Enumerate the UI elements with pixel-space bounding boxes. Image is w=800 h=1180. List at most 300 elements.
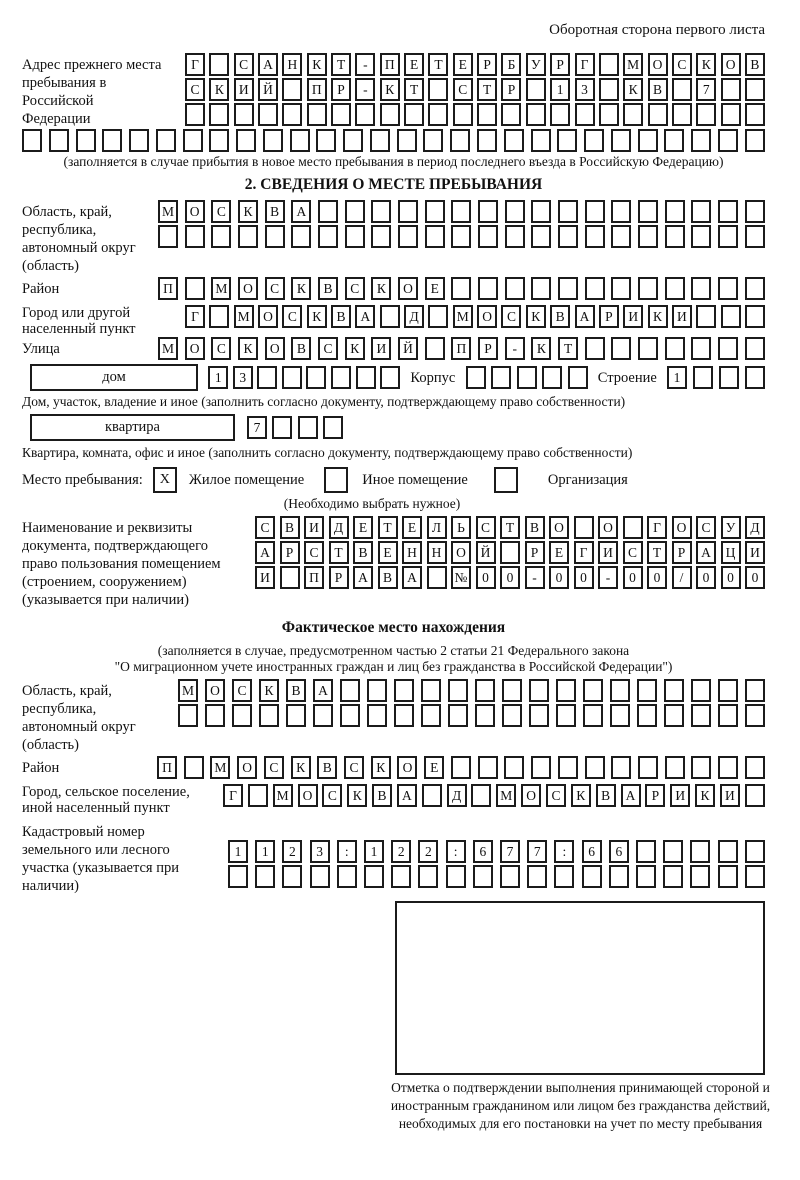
char-cell: Ь bbox=[451, 516, 471, 539]
char-grid-row bbox=[158, 337, 765, 360]
char-cell bbox=[340, 679, 360, 702]
char-cell bbox=[611, 129, 631, 152]
char-cell: В bbox=[286, 679, 306, 702]
char-cell bbox=[504, 756, 524, 779]
char-cell bbox=[718, 704, 738, 727]
actual-district-label: Район bbox=[22, 760, 60, 776]
char-cell bbox=[610, 679, 630, 702]
cadastral-label: Кадастровый номер земельного или лесного участка (указывается при наличии) bbox=[22, 824, 179, 894]
char-cell bbox=[491, 366, 511, 389]
char-cell bbox=[672, 103, 692, 126]
actual-region-grids bbox=[178, 679, 765, 729]
char-cell bbox=[478, 200, 498, 223]
char-cell bbox=[718, 129, 738, 152]
char-cell: Е bbox=[402, 516, 422, 539]
char-cell bbox=[719, 366, 739, 389]
char-cell bbox=[502, 679, 522, 702]
char-cell: И bbox=[304, 516, 324, 539]
char-cell bbox=[558, 277, 578, 300]
char-cell bbox=[721, 103, 741, 126]
char-cell bbox=[582, 865, 602, 888]
char-cell bbox=[505, 200, 525, 223]
char-cell: 2 bbox=[282, 840, 302, 863]
char-grid-row bbox=[247, 416, 343, 439]
char-cell bbox=[129, 129, 149, 152]
char-cell bbox=[448, 704, 468, 727]
char-cell bbox=[718, 679, 738, 702]
char-cell: Е bbox=[549, 541, 569, 564]
char-cell bbox=[718, 840, 738, 863]
char-cell bbox=[331, 366, 351, 389]
char-cell: - bbox=[355, 53, 375, 76]
char-cell bbox=[691, 225, 711, 248]
char-cell: У bbox=[526, 53, 546, 76]
char-cell: К bbox=[371, 756, 391, 779]
char-cell bbox=[446, 865, 466, 888]
char-cell bbox=[500, 541, 520, 564]
char-cell bbox=[425, 337, 445, 360]
char-cell bbox=[526, 78, 546, 101]
char-cell bbox=[394, 704, 414, 727]
char-grid-row bbox=[158, 277, 765, 300]
char-cell bbox=[583, 704, 603, 727]
char-cell: Г bbox=[223, 784, 243, 807]
char-cell: 6 bbox=[473, 840, 493, 863]
stay-option-checkbox-org bbox=[494, 467, 518, 493]
cadastral-block bbox=[22, 820, 765, 895]
char-cell: А bbox=[355, 305, 375, 328]
char-cell bbox=[638, 225, 658, 248]
char-cell bbox=[422, 784, 442, 807]
char-cell: В bbox=[596, 784, 616, 807]
char-cell: С bbox=[255, 516, 275, 539]
char-cell bbox=[664, 129, 684, 152]
char-cell: Н bbox=[402, 541, 422, 564]
char-cell bbox=[318, 200, 338, 223]
char-cell: С bbox=[501, 305, 521, 328]
char-cell bbox=[76, 129, 96, 152]
char-cell: Р bbox=[331, 78, 351, 101]
char-cell: О bbox=[185, 200, 205, 223]
char-cell bbox=[364, 865, 384, 888]
char-cell: О bbox=[648, 53, 668, 76]
char-cell: М bbox=[158, 337, 178, 360]
actual-location-note1: (заполняется в случае, предусмотренном частью 2 статьи 21 Федерального закона bbox=[157, 643, 630, 658]
char-cell: Р bbox=[550, 53, 570, 76]
char-cell bbox=[234, 103, 254, 126]
char-cell bbox=[313, 704, 333, 727]
char-cell: Р bbox=[501, 78, 521, 101]
stroenie-label: Строение bbox=[597, 369, 657, 386]
actual-city-label: Город, сельское поселение, иной населенный пункт bbox=[22, 784, 190, 816]
char-cell: С bbox=[264, 756, 284, 779]
char-grid-row bbox=[178, 679, 765, 702]
char-cell bbox=[427, 566, 447, 589]
char-cell bbox=[556, 679, 576, 702]
char-cell bbox=[718, 225, 738, 248]
char-cell: К bbox=[238, 200, 258, 223]
char-cell: В bbox=[550, 305, 570, 328]
char-cell bbox=[721, 305, 741, 328]
char-cell: П bbox=[157, 756, 177, 779]
char-grid-row bbox=[228, 840, 765, 863]
char-cell bbox=[529, 704, 549, 727]
char-cell bbox=[478, 756, 498, 779]
char-cell bbox=[248, 784, 268, 807]
char-cell: О bbox=[598, 516, 618, 539]
char-cell bbox=[282, 366, 302, 389]
char-cell: Ц bbox=[721, 541, 741, 564]
char-cell bbox=[721, 78, 741, 101]
stay-option-label-inoe: Иное помещение bbox=[362, 472, 468, 488]
char-cell bbox=[691, 129, 711, 152]
char-cell bbox=[610, 704, 630, 727]
char-cell: К bbox=[347, 784, 367, 807]
char-cell bbox=[665, 756, 685, 779]
char-cell bbox=[558, 225, 578, 248]
char-cell: М bbox=[496, 784, 516, 807]
char-cell bbox=[611, 337, 631, 360]
apartment-row bbox=[22, 414, 765, 441]
char-cell bbox=[745, 704, 765, 727]
char-cell bbox=[451, 756, 471, 779]
char-cell bbox=[505, 277, 525, 300]
char-cell: И bbox=[371, 337, 391, 360]
char-cell bbox=[425, 225, 445, 248]
char-cell: М bbox=[211, 277, 231, 300]
char-cell: Р bbox=[478, 337, 498, 360]
char-cell bbox=[504, 129, 524, 152]
char-cell: Е bbox=[404, 53, 424, 76]
char-cell: В bbox=[317, 756, 337, 779]
char-cell: : bbox=[554, 840, 574, 863]
char-cell bbox=[585, 337, 605, 360]
char-cell bbox=[557, 129, 577, 152]
char-cell: 1 bbox=[255, 840, 275, 863]
char-cell: С bbox=[453, 78, 473, 101]
char-cell: 1 bbox=[550, 78, 570, 101]
char-cell bbox=[693, 366, 713, 389]
char-cell bbox=[380, 366, 400, 389]
char-cell: О bbox=[672, 516, 692, 539]
char-cell bbox=[745, 784, 765, 807]
char-cell bbox=[337, 865, 357, 888]
char-cell bbox=[466, 366, 486, 389]
char-cell: Б bbox=[501, 53, 521, 76]
char-cell: К bbox=[209, 78, 229, 101]
char-cell bbox=[531, 756, 551, 779]
char-cell: Е bbox=[425, 277, 445, 300]
char-cell bbox=[558, 200, 578, 223]
char-cell: С bbox=[304, 541, 324, 564]
region-label: Область, край, республика, автономный округ (область) bbox=[22, 204, 136, 274]
char-cell bbox=[517, 366, 537, 389]
char-cell bbox=[183, 129, 203, 152]
char-cell bbox=[637, 704, 657, 727]
char-cell bbox=[475, 704, 495, 727]
char-cell: А bbox=[402, 566, 422, 589]
char-cell bbox=[451, 200, 471, 223]
char-cell: 2 bbox=[418, 840, 438, 863]
char-cell bbox=[526, 103, 546, 126]
char-cell bbox=[745, 78, 765, 101]
char-cell: К bbox=[531, 337, 551, 360]
char-cell: И bbox=[623, 305, 643, 328]
char-cell bbox=[623, 103, 643, 126]
actual-region-label: Область, край, республика, автономный округ (область) bbox=[22, 683, 136, 753]
char-cell bbox=[663, 865, 683, 888]
char-cell: Г bbox=[185, 53, 205, 76]
char-cell bbox=[425, 200, 445, 223]
char-cell: Д bbox=[404, 305, 424, 328]
char-cell: Д bbox=[329, 516, 349, 539]
doc-block bbox=[22, 516, 765, 609]
char-cell: Р bbox=[477, 53, 497, 76]
char-cell bbox=[745, 865, 765, 888]
char-cell: Р bbox=[645, 784, 665, 807]
char-cell bbox=[718, 756, 738, 779]
char-cell: - bbox=[525, 566, 545, 589]
char-cell: 1 bbox=[667, 366, 687, 389]
char-cell bbox=[209, 129, 229, 152]
char-cell: № bbox=[451, 566, 471, 589]
char-cell: М bbox=[234, 305, 254, 328]
char-cell: К bbox=[307, 305, 327, 328]
char-cell bbox=[745, 337, 765, 360]
char-cell bbox=[259, 704, 279, 727]
char-cell: В bbox=[331, 305, 351, 328]
char-cell bbox=[367, 704, 387, 727]
char-grid-row bbox=[158, 225, 765, 248]
char-cell bbox=[286, 704, 306, 727]
char-cell: И bbox=[234, 78, 254, 101]
char-cell: С bbox=[185, 78, 205, 101]
stay-type-note: (Необходимо выбрать нужное) bbox=[283, 496, 461, 511]
char-cell bbox=[367, 679, 387, 702]
char-cell: А bbox=[313, 679, 333, 702]
street-label: Улица bbox=[22, 341, 60, 357]
char-cell bbox=[318, 225, 338, 248]
char-cell bbox=[585, 756, 605, 779]
char-cell: Л bbox=[427, 516, 447, 539]
actual-city-block bbox=[22, 781, 765, 816]
char-cell: Д bbox=[745, 516, 765, 539]
char-cell bbox=[428, 78, 448, 101]
char-cell: О bbox=[238, 277, 258, 300]
char-cell: 0 bbox=[623, 566, 643, 589]
char-grid-row bbox=[185, 103, 765, 126]
char-cell: А bbox=[397, 784, 417, 807]
char-cell bbox=[648, 103, 668, 126]
char-cell bbox=[505, 225, 525, 248]
char-cell bbox=[421, 704, 441, 727]
apartment-note: Квартира, комната, офис и иное (заполнить согласно документу, подтверждающему право собственности) bbox=[22, 445, 633, 460]
char-cell bbox=[49, 129, 69, 152]
char-cell bbox=[306, 366, 326, 389]
char-cell: Е bbox=[378, 541, 398, 564]
char-cell: - bbox=[355, 78, 375, 101]
char-cell bbox=[745, 277, 765, 300]
char-cell: В bbox=[353, 541, 373, 564]
char-cell: С bbox=[211, 337, 231, 360]
char-cell bbox=[638, 277, 658, 300]
char-cell: О bbox=[397, 756, 417, 779]
char-cell bbox=[637, 679, 657, 702]
char-cell bbox=[583, 679, 603, 702]
char-cell bbox=[599, 53, 619, 76]
char-grid-row bbox=[228, 865, 765, 888]
char-cell bbox=[584, 129, 604, 152]
char-cell bbox=[398, 225, 418, 248]
char-cell bbox=[664, 704, 684, 727]
char-cell bbox=[745, 225, 765, 248]
char-cell bbox=[531, 225, 551, 248]
char-grid-row bbox=[185, 305, 765, 328]
char-cell: - bbox=[598, 566, 618, 589]
char-cell bbox=[356, 366, 376, 389]
char-cell bbox=[282, 78, 302, 101]
char-cell: Е bbox=[353, 516, 373, 539]
char-cell bbox=[672, 78, 692, 101]
char-cell bbox=[185, 225, 205, 248]
char-cell: 6 bbox=[609, 840, 629, 863]
char-cell bbox=[745, 679, 765, 702]
char-cell bbox=[428, 305, 448, 328]
char-cell: 0 bbox=[476, 566, 496, 589]
char-cell bbox=[599, 103, 619, 126]
char-cell bbox=[421, 679, 441, 702]
char-cell: А bbox=[575, 305, 595, 328]
prev-address-label: Адрес прежнего места пребывания в Российской Федерации bbox=[22, 57, 162, 127]
char-cell: У bbox=[721, 516, 741, 539]
char-cell bbox=[531, 129, 551, 152]
char-cell bbox=[257, 366, 277, 389]
char-cell: К bbox=[238, 337, 258, 360]
stay-option-label-org: Организация bbox=[547, 472, 628, 488]
char-cell: Й bbox=[476, 541, 496, 564]
prev-address-grids bbox=[185, 53, 765, 128]
char-cell: С bbox=[322, 784, 342, 807]
doc-label: Наименование и реквизиты документа, подтверждающего право пользования помещением (строением, сооружением) (указывается при наличии) bbox=[22, 520, 221, 608]
char-cell: В bbox=[745, 53, 765, 76]
char-cell: И bbox=[672, 305, 692, 328]
char-cell: С bbox=[345, 277, 365, 300]
char-cell bbox=[568, 366, 588, 389]
char-cell bbox=[585, 277, 605, 300]
city-label: Город или другой населенный пункт bbox=[22, 305, 136, 337]
char-cell bbox=[184, 756, 204, 779]
char-cell: / bbox=[672, 566, 692, 589]
char-cell bbox=[255, 865, 275, 888]
char-cell: Е bbox=[424, 756, 444, 779]
char-cell: Й bbox=[398, 337, 418, 360]
district-block bbox=[22, 277, 765, 302]
char-cell: И bbox=[255, 566, 275, 589]
char-grid-row bbox=[22, 129, 765, 152]
char-cell bbox=[611, 200, 631, 223]
prev-address-block bbox=[22, 53, 765, 128]
char-cell bbox=[453, 103, 473, 126]
char-cell: О bbox=[398, 277, 418, 300]
char-cell: К bbox=[345, 337, 365, 360]
char-cell: О bbox=[205, 679, 225, 702]
char-cell: В bbox=[318, 277, 338, 300]
char-cell: В bbox=[372, 784, 392, 807]
char-cell: С bbox=[282, 305, 302, 328]
char-cell: К bbox=[307, 53, 327, 76]
char-grid-row bbox=[255, 516, 765, 539]
char-cell bbox=[156, 129, 176, 152]
char-cell: Н bbox=[427, 541, 447, 564]
char-cell: С bbox=[265, 277, 285, 300]
char-cell: В bbox=[280, 516, 300, 539]
char-cell bbox=[531, 200, 551, 223]
char-cell: И bbox=[670, 784, 690, 807]
stay-option-label-zhiloe: Жилое помещение bbox=[188, 472, 305, 488]
char-cell: Т bbox=[477, 78, 497, 101]
region-grids bbox=[158, 200, 765, 250]
char-cell bbox=[611, 277, 631, 300]
char-cell: О bbox=[477, 305, 497, 328]
char-cell: П bbox=[304, 566, 324, 589]
char-cell bbox=[477, 129, 497, 152]
char-cell: 7 bbox=[527, 840, 547, 863]
char-cell: К bbox=[526, 305, 546, 328]
char-cell bbox=[404, 103, 424, 126]
char-cell: Т bbox=[378, 516, 398, 539]
region-block bbox=[22, 200, 765, 275]
char-cell: 0 bbox=[696, 566, 716, 589]
char-cell bbox=[316, 129, 336, 152]
char-cell: П bbox=[451, 337, 471, 360]
char-grid-row bbox=[158, 200, 765, 223]
char-grid-row bbox=[157, 756, 765, 779]
char-cell: О bbox=[521, 784, 541, 807]
char-cell: М bbox=[210, 756, 230, 779]
char-cell: К bbox=[291, 277, 311, 300]
char-cell bbox=[745, 129, 765, 152]
char-cell bbox=[691, 756, 711, 779]
char-cell bbox=[745, 840, 765, 863]
char-cell bbox=[185, 103, 205, 126]
char-cell bbox=[663, 840, 683, 863]
char-cell: О bbox=[185, 337, 205, 360]
char-cell bbox=[380, 103, 400, 126]
char-cell: 0 bbox=[500, 566, 520, 589]
char-cell bbox=[450, 129, 470, 152]
char-cell bbox=[718, 865, 738, 888]
char-cell: А bbox=[291, 200, 311, 223]
char-grid-row bbox=[223, 784, 765, 807]
char-cell bbox=[478, 225, 498, 248]
char-cell bbox=[232, 704, 252, 727]
house-row bbox=[22, 364, 765, 391]
char-cell: С bbox=[234, 53, 254, 76]
char-cell bbox=[477, 103, 497, 126]
char-cell: Р bbox=[525, 541, 545, 564]
header-note: Оборотная сторона первого листа bbox=[549, 22, 765, 38]
char-cell bbox=[22, 129, 42, 152]
char-cell: С bbox=[546, 784, 566, 807]
char-cell bbox=[370, 129, 390, 152]
stay-option-checkbox-inoe bbox=[324, 467, 348, 493]
char-cell bbox=[691, 277, 711, 300]
char-cell: К bbox=[695, 784, 715, 807]
char-cell bbox=[345, 225, 365, 248]
char-cell: : bbox=[337, 840, 357, 863]
char-cell bbox=[554, 865, 574, 888]
char-cell: 0 bbox=[574, 566, 594, 589]
